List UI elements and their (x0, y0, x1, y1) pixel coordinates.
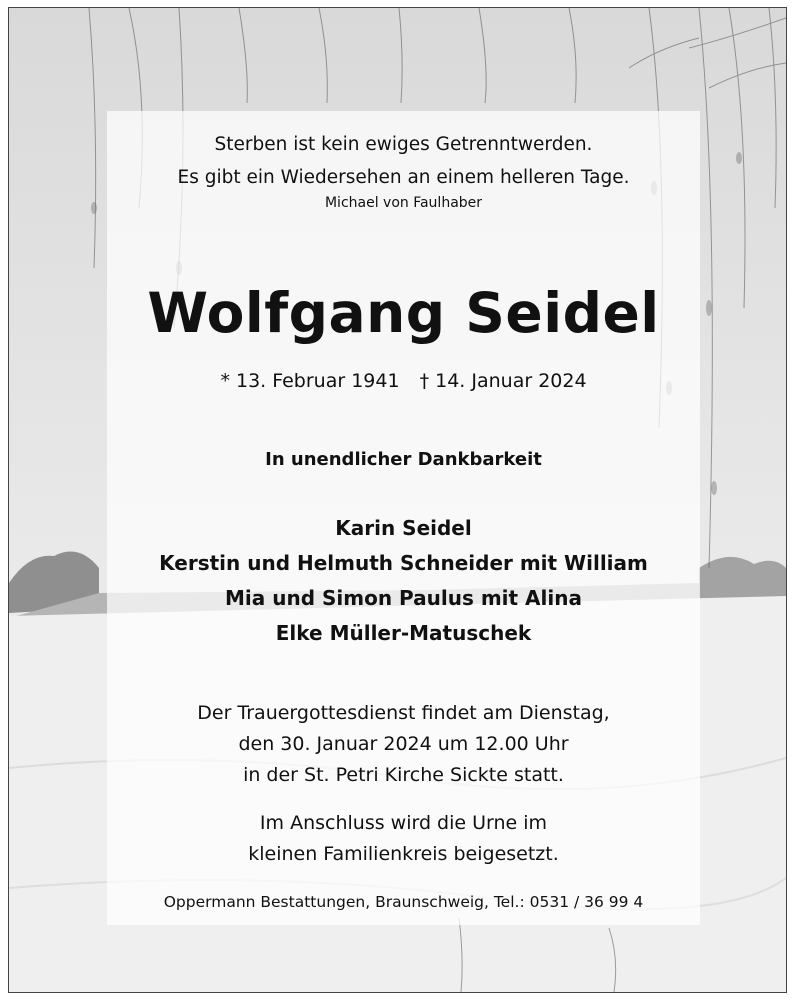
burial-info (107, 808, 700, 870)
funeral-service-info (107, 698, 700, 791)
life-dates (107, 370, 700, 392)
service-line: den 30. Januar 2024 um 12.00 Uhr (238, 733, 569, 755)
burial-line: kleinen Familienkreis beigesetzt. (248, 843, 559, 865)
mourners-heading: In unendlicher Dankbarkeit (265, 449, 542, 470)
text-panel (107, 111, 700, 925)
service-line: Der Trauergottesdienst findet am Dienstag, (197, 702, 610, 724)
mourner-name: Kerstin und Helmuth Schneider mit William (159, 551, 648, 575)
obituary-notice (8, 7, 787, 993)
birth-date: * 13. Februar 1941 (220, 370, 400, 392)
mourner-name: Karin Seidel (335, 516, 472, 540)
service-line: in der St. Petri Kirche Sickte statt. (243, 764, 564, 786)
quote-line-1: Sterben ist kein ewiges Getrenntwerden. (214, 134, 593, 155)
burial-line: Im Anschluss wird die Urne im (259, 812, 548, 834)
quote-line-2: Es gibt ein Wiedersehen an einem helleren Tage. (177, 167, 630, 188)
death-date: † 14. Januar 2024 (419, 370, 587, 392)
mourner-name: Mia und Simon Paulus mit Alina (225, 586, 582, 610)
memorial-quote (107, 128, 700, 194)
mourners-list (107, 511, 700, 651)
quote-author: Michael von Faulhaber (324, 195, 483, 211)
mourner-name: Elke Müller-Matuschek (275, 621, 532, 645)
undertaker-contact: Oppermann Bestattungen, Braunschweig, Tel.: 0531 / 36 99 4 (163, 893, 644, 911)
deceased-name: Wolfgang Seidel (147, 281, 660, 345)
